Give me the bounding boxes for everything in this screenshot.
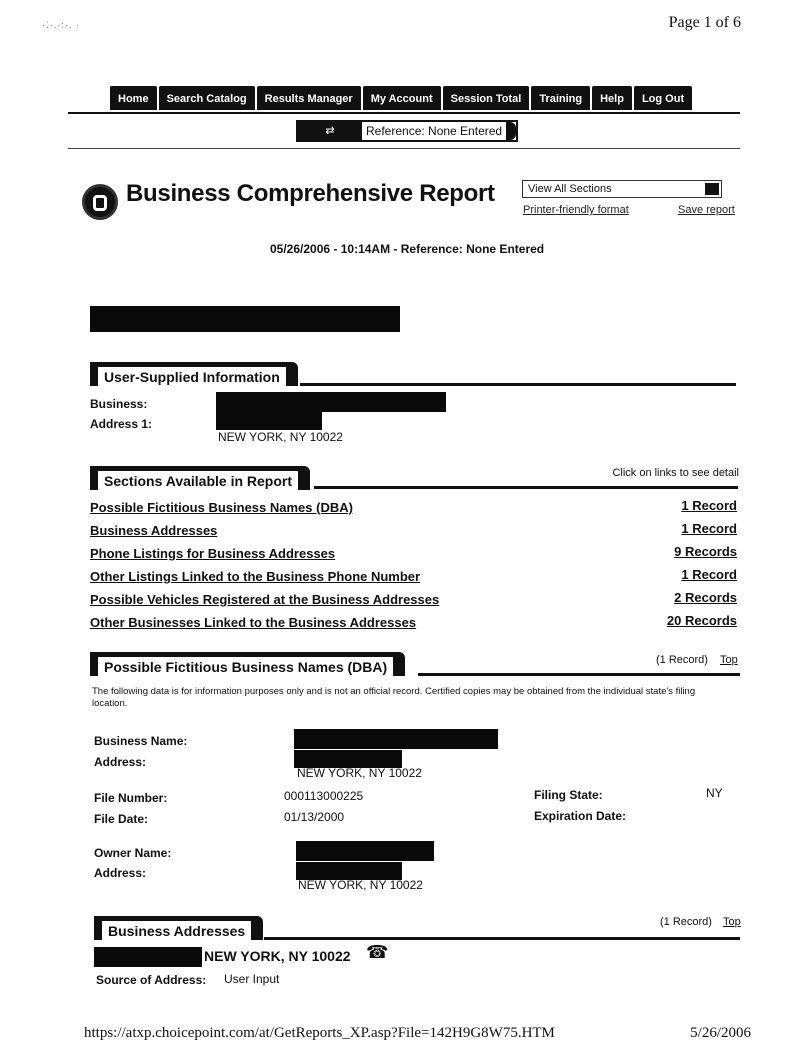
page-number: Page 1 of 6 bbox=[668, 14, 741, 31]
user-supplied-rule bbox=[300, 383, 736, 386]
source-of-address-value: User Input bbox=[224, 972, 280, 986]
dba-record-count: (1 Record) bbox=[656, 654, 708, 666]
owner-address-city: NEW YORK, NY 10022 bbox=[298, 878, 423, 892]
sections-select[interactable] bbox=[522, 180, 722, 198]
business-addresses-record-count: (1 Record) bbox=[660, 916, 712, 928]
business-address-city: NEW YORK, NY 10022 bbox=[204, 948, 351, 964]
scan-specks: ·⁚·.·:·. · bbox=[42, 20, 80, 30]
save-report-link[interactable]: Save report bbox=[678, 204, 735, 216]
address1-city: NEW YORK, NY 10022 bbox=[218, 430, 343, 444]
sections-available-heading: Sections Available in Report bbox=[97, 470, 299, 490]
nav-divider bbox=[68, 112, 740, 114]
business-addresses-top-link[interactable]: Top bbox=[723, 916, 741, 928]
footer-url: https://atxp.choicepoint.com/at/GetReports_XP.asp?File=142H9G8W75.HTM bbox=[84, 1025, 555, 1041]
section-link-phone-listings[interactable]: Phone Listings for Business Addresses bbox=[90, 546, 336, 561]
report-datetime: 05/26/2006 - 10:14AM - Reference: None Entered bbox=[270, 242, 545, 256]
dba-business-name-label: Business Name: bbox=[94, 734, 188, 748]
address1-label: Address 1: bbox=[90, 417, 153, 431]
redacted-dba-business-name bbox=[294, 729, 498, 749]
nav-tab-home[interactable]: Home bbox=[110, 86, 157, 110]
section-count-dba[interactable]: 1 Record bbox=[681, 498, 737, 513]
source-of-address-label: Source of Address: bbox=[96, 973, 207, 987]
business-addresses-heading: Business Addresses bbox=[101, 920, 252, 940]
dba-disclaimer: The following data is for information purposes only and is not an official record. Certified copies may be obtained from the individual state's filing location. bbox=[92, 686, 696, 709]
nav-tab-session-total[interactable]: Session Total bbox=[443, 86, 530, 110]
business-addresses-header bbox=[94, 916, 263, 940]
dba-address-city: NEW YORK, NY 10022 bbox=[297, 766, 422, 780]
file-number-value: 000113000225 bbox=[284, 789, 364, 803]
footer-date: 5/26/2006 bbox=[690, 1025, 751, 1041]
owner-address-label: Address: bbox=[94, 866, 147, 880]
file-date-label: File Date: bbox=[94, 812, 149, 826]
report-title: Business Comprehensive Report bbox=[126, 180, 495, 207]
dropdown-arrow-icon bbox=[705, 183, 719, 195]
user-supplied-heading: User-Supplied Information bbox=[97, 366, 287, 386]
section-count-phone-listings[interactable]: 9 Records bbox=[674, 544, 737, 559]
business-label: Business: bbox=[90, 397, 148, 411]
redacted-business-name bbox=[90, 306, 400, 332]
filing-state-value: NY bbox=[706, 786, 723, 800]
dba-address-label: Address: bbox=[94, 755, 147, 769]
expiration-date-label: Expiration Date: bbox=[534, 809, 627, 823]
section-count-other-listings[interactable]: 1 Record bbox=[681, 567, 737, 582]
section-link-business-addresses[interactable]: Business Addresses bbox=[90, 523, 218, 538]
dba-header bbox=[90, 652, 405, 676]
sections-hint: Click on links to see detail bbox=[612, 467, 739, 479]
sections-select-value: View All Sections bbox=[528, 183, 612, 195]
top-navigation bbox=[110, 86, 692, 110]
nav-tab-results-manager[interactable]: Results Manager bbox=[257, 86, 361, 110]
business-addresses-rule bbox=[264, 937, 740, 940]
nav-tab-my-account[interactable]: My Account bbox=[363, 86, 441, 110]
sections-available-header bbox=[90, 466, 310, 490]
section-link-dba[interactable]: Possible Fictitious Business Names (DBA) bbox=[90, 500, 353, 515]
redacted-business bbox=[216, 392, 446, 412]
section-count-business-addresses[interactable]: 1 Record bbox=[681, 521, 737, 536]
nav-tab-help[interactable]: Help bbox=[592, 86, 632, 110]
redacted-owner-name bbox=[296, 841, 434, 861]
handshake-icon: ⇄ bbox=[298, 122, 362, 140]
redacted-street bbox=[216, 412, 322, 430]
section-link-other-listings[interactable]: Other Listings Linked to the Business Phone Number bbox=[90, 569, 421, 584]
nav-tab-training[interactable]: Training bbox=[531, 86, 590, 110]
reference-text: Reference: None Entered bbox=[366, 124, 503, 138]
report-logo-icon bbox=[82, 184, 118, 220]
section-count-vehicles[interactable]: 2 Records bbox=[674, 590, 737, 605]
filing-state-label: Filing State: bbox=[534, 788, 603, 802]
printer-friendly-link[interactable]: Printer-friendly format bbox=[523, 204, 629, 216]
dba-heading: Possible Fictitious Business Names (DBA) bbox=[97, 656, 394, 676]
dba-rule bbox=[418, 673, 740, 676]
section-link-vehicles[interactable]: Possible Vehicles Registered at the Business Addresses bbox=[90, 592, 440, 607]
section-count-other-businesses[interactable]: 20 Records bbox=[666, 613, 737, 628]
sections-available-rule bbox=[314, 486, 738, 489]
phone-icon[interactable]: ☎ bbox=[366, 942, 389, 962]
owner-name-label: Owner Name: bbox=[94, 846, 172, 860]
user-supplied-header bbox=[90, 362, 298, 386]
reference-bar-cap bbox=[506, 122, 516, 140]
file-date-value: 01/13/2000 bbox=[284, 810, 345, 824]
redacted-business-address-street bbox=[94, 947, 202, 967]
file-number-label: File Number: bbox=[94, 791, 168, 805]
dba-top-link[interactable]: Top bbox=[720, 654, 738, 666]
reference-divider bbox=[68, 148, 740, 149]
reference-bar[interactable] bbox=[296, 120, 518, 142]
nav-tab-search-catalog[interactable]: Search Catalog bbox=[159, 86, 255, 110]
nav-tab-log-out[interactable]: Log Out bbox=[634, 86, 692, 110]
section-link-other-businesses[interactable]: Other Businesses Linked to the Business Addresses bbox=[90, 615, 417, 630]
